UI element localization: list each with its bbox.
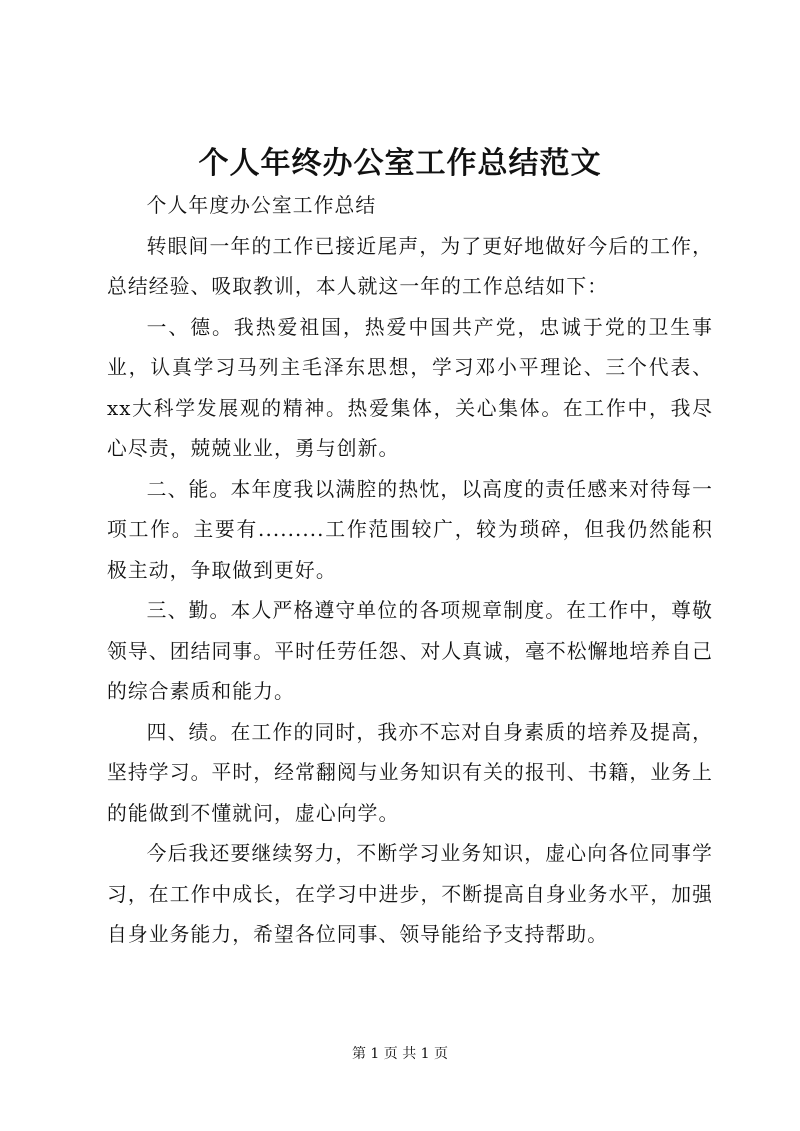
subtitle-paragraph: 个人年度办公室工作总结 [146,194,377,217]
section-qin-paragraph: 三、勤。本人严格遵守单位的各项规章制度。在工作中，尊敬领导、团结同事。平时任劳任怨、对人真诚，毫不松懈地培养自己的综合素质和能力。 [107,599,713,703]
document-body [107,186,713,956]
page-number-footer: 第 1 页 共 1 页 [351,1046,449,1062]
section-de-paragraph: 一、德。我热爱祖国，热爱中国共产党，忠诚于党的卫生事业，认真学习马列主毛泽东思想，学习邓小平理论、三个代表、xx大科学发展观的精神。热爱集体，关心集体。在工作中，我尽心尽责，兢兢业业，勇与创新。 [107,315,713,460]
section-ji-paragraph: 四、绩。在工作的同时，我亦不忘对自身素质的培养及提高，坚持学习。平时，经常翻阅与业务知识有关的报刊、书籍，业务上的能做到不懂就问，虚心向学。 [107,720,713,825]
section-neng-paragraph: 二、能。本年度我以满腔的热忱，以高度的责任感来对待每一项工作。主要有.........工作范围较广，较为琐碎，但我仍然能积极主动，争取做到更好。 [107,477,713,582]
page-title: 个人年终办公室工作总结范文 [198,146,602,181]
closing-paragraph: 今后我还要继续努力，不断学习业务知识，虚心向各位同事学习，在工作中成长，在学习中进步，不断提高自身业务水平，加强自身业务能力，希望各位同事、领导能给予支持帮助。 [107,842,713,946]
intro-paragraph: 转眼间一年的工作已接近尾声，为了更好地做好今后的工作，总结经验、吸取教训，本人就这一年的工作总结如下： [107,234,713,298]
